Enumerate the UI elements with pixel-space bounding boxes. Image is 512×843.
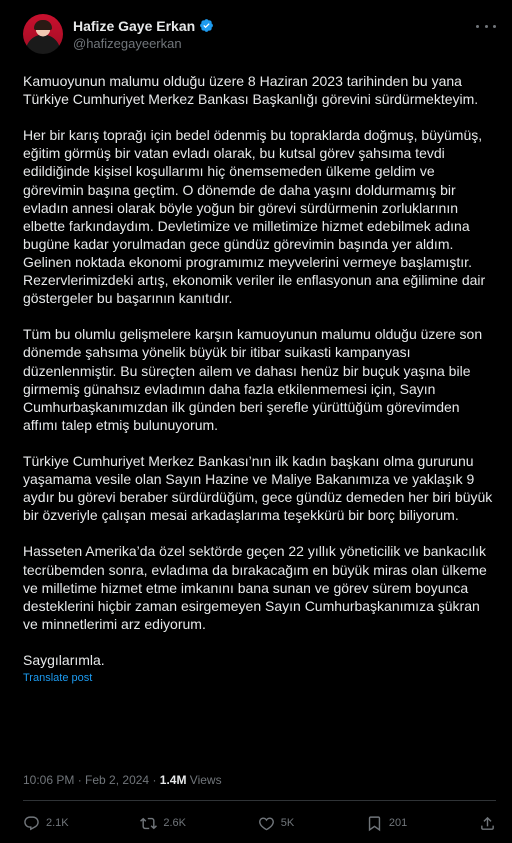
- tweet-meta: [23, 772, 222, 788]
- author-names: [73, 17, 214, 52]
- post-date[interactable]: Feb 2, 2024: [85, 773, 150, 787]
- views-count[interactable]: 1.4M: [159, 773, 187, 787]
- post-time[interactable]: 10:06 PM: [23, 773, 75, 787]
- repost-count: 2.6K: [163, 817, 186, 829]
- bookmark-count: 201: [388, 817, 408, 829]
- author-handle[interactable]: @hafizegayeerkan: [73, 35, 182, 51]
- share-button[interactable]: [479, 815, 496, 832]
- avatar[interactable]: [23, 14, 63, 54]
- divider: [23, 800, 496, 801]
- action-bar: [23, 812, 496, 834]
- bookmark-icon: [366, 815, 383, 832]
- views-label: Views: [186, 773, 222, 787]
- repost-button[interactable]: [140, 815, 186, 832]
- like-count: 5K: [280, 817, 295, 829]
- share-icon: [479, 815, 496, 832]
- paragraph-1: Kamuoyunun malumu olduğu üzere 8 Haziran 2023 tarihinden bu yana Türkiye Cumhuriyet Merkez Bankası Başkanlığı görevini sürdürmekteyim.: [23, 73, 479, 108]
- more-options-icon[interactable]: [476, 18, 496, 34]
- reply-count: 2.1K: [46, 817, 69, 829]
- reply-icon: [23, 815, 40, 832]
- tweet-text: [23, 72, 496, 669]
- meta-separator: ·: [74, 773, 86, 787]
- paragraph-3: Tüm bu olumlu gelişmelere karşın kamuoyunun malumu olduğu üzere son dönemde şahsıma yönelik büyük bir itibar suikasti kampanyası düzenlenmiştir. Bu süreçten ailem ve dahası henüz bir buçuk yaşına bile girmemiş günahsız evladımın daha fazla etkilenmemesi için, Sayın Cumhurbaşkanımızdan ilk günden beri şerefle yürüttüğüm görevimden affımı talep etmiş bulunuyorum.: [23, 326, 483, 433]
- reply-button[interactable]: [23, 815, 69, 832]
- paragraph-5: Hasseten Amerika’da özel sektörde geçen 22 yıllık yöneticilik ve bankacılık tecrübemden sonra, evladıma da bırakacağım en büyük miras olan ülkeme ve milletime hizmet etme imkanını bana sunan ve görev sürem boyunca desteklerini hiçbir zaman esirgemeyen Sayın Cumhurbaşkanımıza şükran ve minnetlerimi arz ediyorum.: [23, 543, 487, 632]
- translate-post-link[interactable]: Translate post: [23, 672, 93, 685]
- like-button[interactable]: [258, 815, 294, 832]
- paragraph-4: Türkiye Cumhuriyet Merkez Bankası’nın ilk kadın başkanı olma gururunu yaşamama vesile olan Sayın Hazine ve Maliye Bakanımıza ve yaklaşık 9 aydır bu görevi beraber sürdürdüğüm, gece gündüz demeden her biri büyük bir özveriyle çalışan mesai arkadaşlarıma teşekkürü bir borç biliyorum.: [23, 452, 493, 524]
- meta-dot: ·: [149, 773, 160, 787]
- heart-icon: [258, 815, 275, 832]
- bookmark-button[interactable]: [366, 815, 407, 832]
- verified-badge-icon: [199, 18, 214, 33]
- display-name[interactable]: Hafize Gaye Erkan: [73, 17, 196, 34]
- name-row: [73, 17, 214, 35]
- paragraph-2: Her bir karış toprağı için bedel ödenmiş bu topraklarda doğmuş, büyümüş, eğitim görmüş bir vatan evladı olarak, bu kutsal görev şahsıma tevdi edildiğinde kişisel koşullarımı hiç önemsemeden ülkeme geldim ve görevimin başına geçtim. O dönemde de daha yaşını doldurmamış bir evladın annesi olarak böyle yoğun bir görevi sürdürmenin zorluklarının elbette farkındaydım. Devletimize ve milletimize hizmet edebilmek adına bugüne kadar yorulmadan gece gündüz görevimin başında yer aldım. Gelinen noktada ekonomi programımız meyvelerini vermeye başlamıştır. Rezervlerimizdeki artış, ekonomik veriler ile enflasyonun ana eğilimine dair göstergeler bu başarının kanıtıdır.: [23, 127, 486, 307]
- tweet-header: [23, 14, 496, 54]
- paragraph-6: Saygılarımla.: [23, 652, 105, 668]
- repost-icon: [140, 815, 157, 832]
